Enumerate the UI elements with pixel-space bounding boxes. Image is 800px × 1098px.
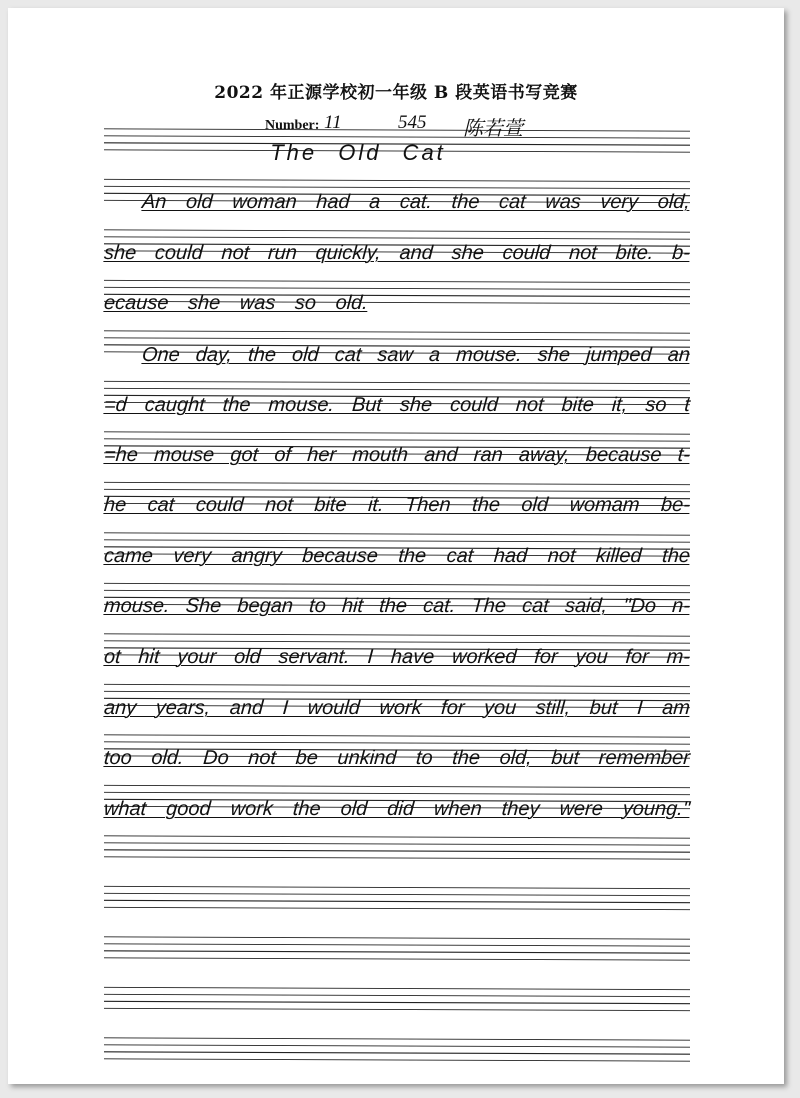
ruled-line xyxy=(104,684,690,686)
ruled-line xyxy=(104,907,690,909)
ruled-line xyxy=(104,893,690,895)
ruled-line xyxy=(104,735,690,737)
contest-title: 2022 年正源学校初一年级 B 段英语书写竞赛 xyxy=(214,83,578,103)
essay-line-4: One day, the old cat saw a mouse. she jumped an xyxy=(141,344,691,366)
ruled-line xyxy=(104,951,690,953)
essay-line-9: mouse. She began to hit the cat. The cat said, "Do n- xyxy=(103,595,691,617)
essay-line-13: what good work the old did when they were young." xyxy=(103,798,691,820)
ruled-line xyxy=(104,583,690,585)
ruled-line xyxy=(104,886,690,888)
ruled-line xyxy=(104,482,690,484)
ruled-line xyxy=(104,944,690,946)
essay-line-2: she could not run quickly, and she could not bite. b- xyxy=(103,242,691,264)
writing-sheet xyxy=(8,8,784,1084)
ruled-line xyxy=(104,1059,690,1061)
ruled-line xyxy=(104,381,690,383)
essay-line-6: =he mouse got of her mouth and ran away, because t- xyxy=(103,444,691,466)
ruled-line xyxy=(104,843,690,845)
seat-value: 545 xyxy=(398,112,427,133)
ruled-line xyxy=(104,432,690,434)
ruled-line xyxy=(104,129,690,131)
essay-line-7: he cat could not bite it. Then the old womam be- xyxy=(103,494,691,516)
ruled-line xyxy=(104,230,690,232)
ruled-line xyxy=(104,280,690,282)
ruled-line xyxy=(104,900,690,902)
essay-line-11: any years, and I would work for you still, but I am xyxy=(103,697,691,719)
ruled-line xyxy=(104,634,690,636)
ruled-line xyxy=(104,850,690,852)
ruled-line xyxy=(104,331,690,333)
number-label: Number: xyxy=(265,118,320,133)
ruled-line xyxy=(104,836,690,838)
ruled-line xyxy=(104,136,690,138)
essay-line-3: ecause she was so old. xyxy=(103,292,369,314)
essay-line-8: came very angry because the cat had not killed the xyxy=(103,545,691,567)
ruled-line xyxy=(104,937,690,939)
student-name: 陈若萱 xyxy=(463,116,523,140)
ruled-line xyxy=(104,857,690,859)
ruled-line xyxy=(104,1008,690,1010)
essay-title: The Old Cat xyxy=(270,140,446,165)
ruled-line xyxy=(104,533,690,535)
ruled-line xyxy=(104,179,690,181)
ruled-line xyxy=(104,785,690,787)
number-value: 11 xyxy=(324,112,342,133)
ruled-line xyxy=(104,1052,690,1054)
essay-line-12: too old. Do not be unkind to the old, but remember xyxy=(103,747,691,769)
ruled-line xyxy=(104,994,690,996)
ruled-line xyxy=(104,1001,690,1003)
essay-line-5: =d caught the mouse. But she could not bite it, so t xyxy=(103,394,691,416)
ruled-line xyxy=(104,1045,690,1047)
ruled-line xyxy=(104,1038,690,1040)
essay-line-10: ot hit your old servant. I have worked for you for m- xyxy=(103,646,691,668)
essay-line-1: An old woman had a cat. the cat was very old, xyxy=(141,191,691,213)
ruled-line xyxy=(104,987,690,989)
ruled-line xyxy=(104,958,690,960)
